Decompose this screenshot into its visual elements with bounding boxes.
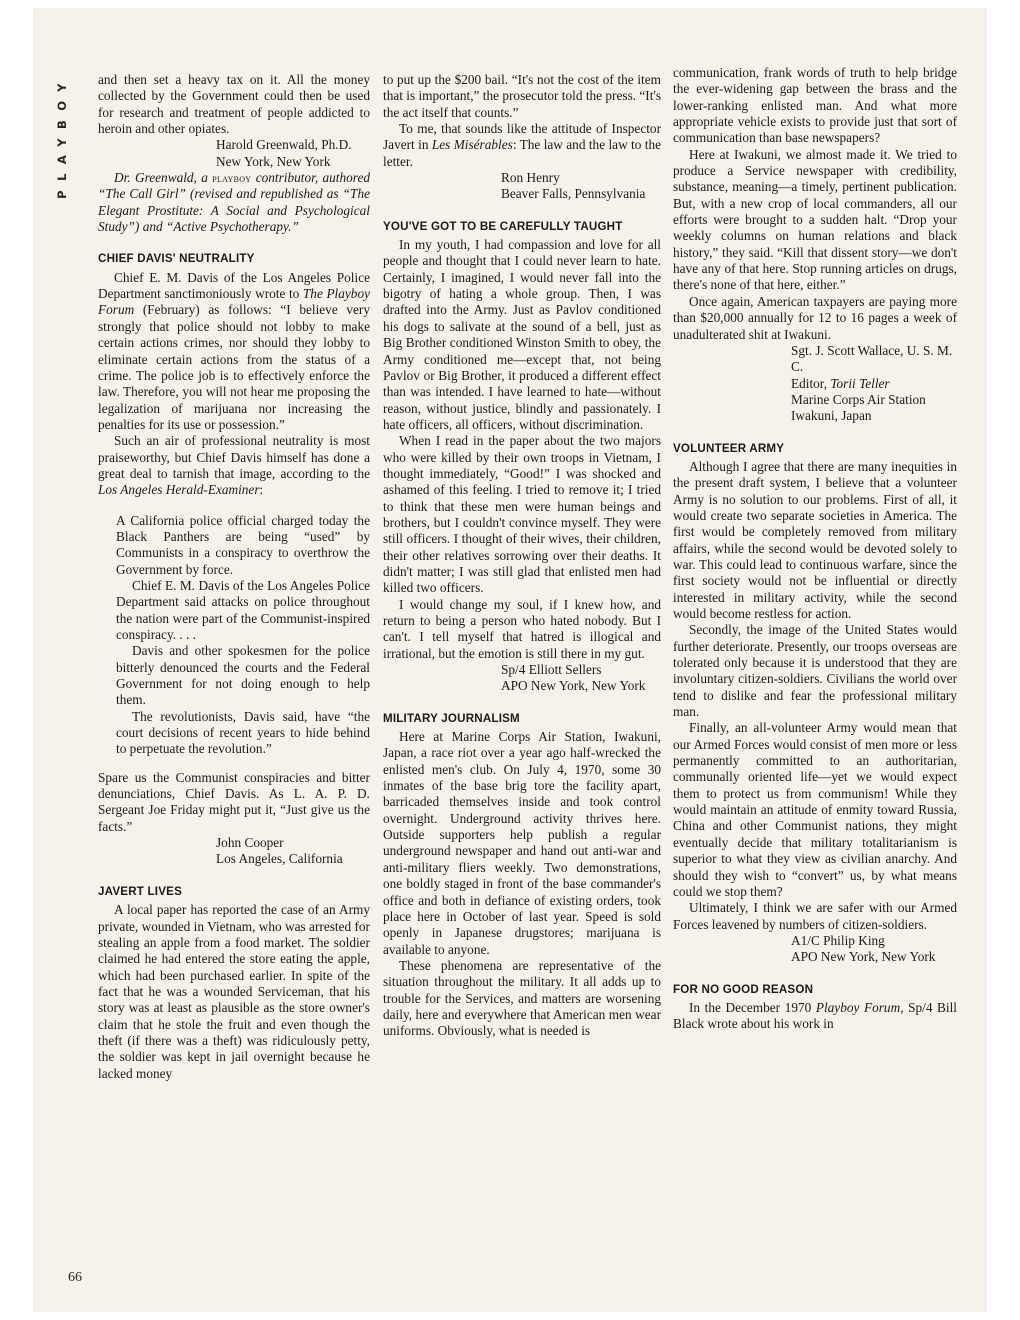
paragraph: communication, frank words of truth to help bridge the ever-widening gap between the brass and the lower-ranking enlisted man. And what more appropriate vehicle exists to provide just that sort of communication than base newspapers? — [673, 65, 957, 146]
letter-signature — [383, 662, 661, 695]
signature-line: Editor, Torii Teller — [791, 375, 890, 391]
column-1 — [98, 72, 370, 1082]
paragraph: Secondly, the image of the United States would further deteriorate. Presently, our troops overseas are tolerated only because it is understood that they are involuntary citizen-soldiers. Civilians the world over tend to dislike and fear the professional military man. — [673, 622, 957, 720]
column-2 — [383, 72, 661, 1040]
signature-line: Harold Greenwald, Ph.D. — [216, 137, 352, 153]
column-3 — [673, 65, 957, 1033]
signature-line: Beaver Falls, Pennsylvania — [501, 186, 646, 202]
signature-line: John Cooper — [216, 835, 284, 851]
signature-line: APO New York, New York — [501, 678, 646, 694]
page-number: 66 — [68, 1270, 82, 1285]
paragraph: I would change my soul, if I knew how, and return to being a person who hated nobody. But I can't. I tell myself that hatred is illogical and irrational, but the emotion is still there in my gut. — [383, 596, 661, 661]
paragraph: A local paper has reported the case of an Army private, wounded in Vietnam, who was arrested for stealing an apple from a food market. The soldier claimed he had entered the store eating the apple, which had been purchased earlier. In spite of the fact that he was a wounded Serviceman, that his story was at least as plausible as the store owner's claim that he stole the fruit and even though the theft (if there was a theft) was ridiculously petty, the soldier was kept in jail overnight because he lacked money — [98, 902, 370, 1081]
section-heading: YOU'VE GOT TO BE CAREFULLY TAUGHT — [383, 219, 623, 233]
letter-signature — [383, 170, 661, 203]
paragraph: Spare us the Communist conspiracies and bitter denunciations, Chief Davis. As L. A. P. D. Sergeant Joe Friday might put it, “Just give us the facts.” — [98, 769, 370, 834]
paragraph: Such an air of professional neutrality is most praiseworthy, but Chief Davis himself has done a great deal to tarnish that image, according to the Los Angeles Herald-Examiner: — [98, 433, 370, 498]
paragraph: Here at Iwakuni, we almost made it. We tried to produce a Service newspaper with credibility, substance, meaning—a timely, pertinent publication. But, with a new crop of local commanders, all our efforts were brought to a sudden halt. “Drop your weekly columns on human relations and black history,” they said. “Kill that dissent story—we don't have any of that here. Stop running articles on drugs, there's none of that here, either.” — [673, 146, 957, 293]
editor-note — [98, 170, 370, 235]
signature-line: New York, New York — [216, 153, 331, 169]
note-text: playboy — [212, 171, 252, 186]
section-heading: VOLUNTEER ARMY — [673, 441, 785, 455]
section-heading: FOR NO GOOD REASON — [673, 982, 814, 996]
signature-line: Ron Henry — [501, 170, 560, 186]
paragraph: To me, that sounds like the attitude of Inspector Javert in Les Misérables: The law and the law to the letter. — [383, 121, 662, 169]
note-text: Dr. Greenwald, a — [114, 170, 213, 186]
paragraph: When I read in the paper about the two majors who were killed by their own troops in Vietnam, I thought immediately, “Good!” I was shocked and ashamed of this feeling. I tried to remove it; I tried to think that these men were human beings and brothers, but I couldn't convince myself. They were still officers. I thought of their wives, their children, their other relatives sorrowing over their deaths. It didn't matter; I was still glad that enlisted men had killed two officers. — [383, 433, 661, 596]
paragraph: Here at Marine Corps Air Station, Iwakuni, Japan, a race riot over a year ago half-wrecked the enlisted men's club. On July 4, 1970, some 30 inmates of the base brig tore the facility apart, barricaded themselves inside and took control overnight. Underground activity thrives here. Outside supporters help publish a regular underground newspaper and hand out anti-war and anti-military fliers weekly. Two demonstrations, one boldly staged in front of the base commander's office and both in defiance of existing orders, took place here in October of last year. Speed is sold openly in Japanese drugstores; marijuana is available to anyone. — [383, 729, 661, 957]
paragraph: Once again, American taxpayers are paying more than $20,000 annually for 12 to 16 pages a week of unadulterated shit at Iwakuni. — [673, 293, 957, 342]
paragraph: Ultimately, I think we are safer with our Armed Forces leavened by numbers of citizen-soldiers. — [673, 900, 957, 932]
signature-line: Marine Corps Air Station — [791, 391, 926, 407]
paragraph: In the December 1970 Playboy Forum, Sp/4 Bill Black wrote about his work in — [673, 999, 957, 1032]
signature-line: Sp/4 Elliott Sellers — [501, 662, 602, 678]
letter-signature — [673, 933, 957, 966]
magazine-page — [33, 8, 987, 1312]
magazine-name: PLAYBOY — [55, 74, 69, 199]
paragraph: and then set a heavy tax on it. All the money collected by the Government could then be used for research and treatment of people addicted to heroin and other opiates. — [98, 72, 370, 137]
signature-line: Sgt. J. Scott Wallace, U. S. M. C. — [791, 342, 953, 375]
letter-signature — [98, 835, 370, 868]
block-quote — [116, 513, 370, 758]
paragraph: In my youth, I had compassion and love for all people and thought that I could never learn to hate. Certainly, I imagined, I would never fall into the bigotry of hating a whole group. Then, I was drafted into the Army. Just as Pavlov conditioned his dogs to salivate at the sound of a bell, just as Big Brother conditioned Winston Smith to obey, the Army conditioned me—except that, not being Pavlov or Big Brother, it produced a different effect than was intended. I have learned to hate—without reason, without justice, blindly and passionately. I hate officers, all officers, without discrimination. — [383, 237, 661, 432]
quote-paragraph: Chief E. M. Davis of the Los Angeles Police Department said attacks on police throughout the nation were part of the Communist-inspired conspiracy. . . . — [116, 577, 370, 642]
section-heading: JAVERT LIVES — [98, 884, 183, 898]
paragraph: These phenomena are representative of the situation throughout the military. It all adds up to trouble for the Services, and matters are worsening daily, here and everywhere that American men wear uniforms. Obviously, what is needed is — [383, 957, 661, 1039]
note-text: contributor, authored “The Call Girl” (revised and republished as “The Elegant Prostitute: A Social and Psychological Study”) and “Active Psychotherapy.” — [98, 170, 370, 235]
quote-paragraph: A California police official charged today the Black Panthers are being “used” by Communists in a conspiracy to overthrow the Government by force. — [116, 512, 370, 577]
section-heading: MILITARY JOURNALISM — [383, 711, 520, 725]
quote-paragraph: The revolutionists, Davis said, have “the court decisions of recent years to hide behind to perpetuate the revolution.” — [116, 708, 370, 757]
signature-line: APO New York, New York — [791, 949, 936, 965]
section-heading: CHIEF DAVIS' NEUTRALITY — [98, 252, 255, 266]
letter-signature — [673, 343, 957, 425]
letter-signature — [98, 137, 370, 170]
paragraph: Finally, an all-volunteer Army would mean that our Armed Forces would consist of men more or less permanently committed to an authoritarian, communally oriented life—yet we would expect them to protect us from communism! While they would maintain an attitude of enmity toward Russia, China and other Communist nations, they might eventually decide that military totalitarianism is superior to what they view as civilian anarchy. And should they wish to “convert” us, by what means could we stop them? — [673, 720, 957, 899]
signature-line: A1/C Philip King — [791, 932, 885, 948]
signature-line: Iwakuni, Japan — [791, 408, 872, 424]
quote-paragraph: Davis and other spokesmen for the police bitterly denounced the courts and the Federal Government for not doing enough to help them. — [116, 643, 370, 708]
signature-line: Los Angeles, California — [216, 851, 343, 867]
paragraph: Although I agree that there are many inequities in the present draft system, I believe that a volunteer Army is no solution to our problems. First of all, it would create two separate societies in America. The first would be completely removed from military affairs, while the second would be devoted solely to war. This could lead to continuous warfare, since the first society would not be influential or directly interested in military activity, while the second would become restless for action. — [673, 458, 957, 621]
paragraph: to put up the $200 bail. “It's not the cost of the item that is important,” the prosecutor told the press. “It's the act itself that counts.” — [383, 72, 661, 120]
paragraph: Chief E. M. Davis of the Los Angeles Police Department sanctimoniously wrote to The Playboy Forum (February) as follows: “I believe very strongly that police should not lobby to make certain actions crimes, nor should they lobby to eliminate certain actions from the status of a crime. The police job is to effectively enforce the law. Therefore, you will not hear me proposing the legalization of marijuana nor increasing the penalties for its use or possession.” — [98, 269, 371, 432]
